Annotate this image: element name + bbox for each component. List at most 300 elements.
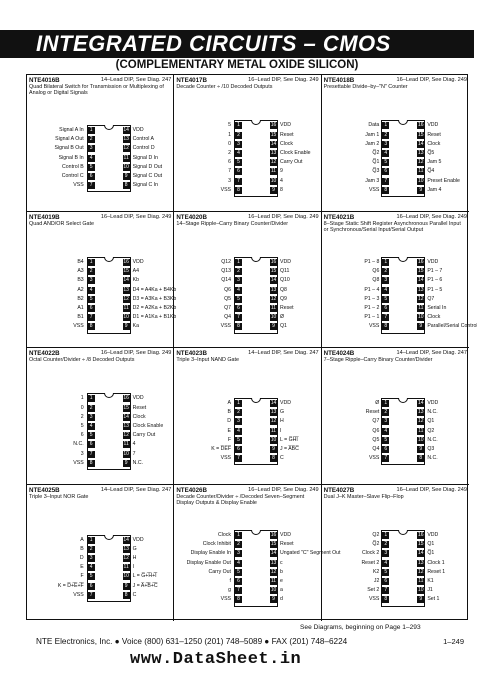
pin-number: 3 [382,141,389,148]
pin-number: 2 [235,409,242,416]
pin-number: 2 [88,136,95,143]
pin-label: K = D̅E̅F̅ [211,446,231,453]
package-info: 14–Lead DIP, See Diag. 247 [100,486,172,493]
pin-label: N.C. [427,436,438,443]
pin-label: N.C. [427,409,438,416]
pin-label: Q13 [221,268,231,275]
pin-number: 1 [235,122,242,129]
pin-label: P1 – 4 [364,286,380,293]
chip-description: 8–Stage Static Shift Register Asynchronous Parallel Input or Synchronous/Serial Input/Serial Output [323,220,461,233]
pin-label: VSS [73,459,84,466]
pin-label: Q14 [221,277,231,284]
pin-number: 1 [382,259,389,266]
pin-number: 7 [235,587,242,594]
pin-label: Clock [427,314,441,321]
chip-description: Presettable Divide–by–"N" Counter [323,84,408,90]
part-number: NTE4016B [29,77,60,84]
pin-number: 5 [382,159,389,166]
pin-number: 13 [418,286,424,293]
pin-number: 13 [123,136,129,143]
pin-number: 7 [382,455,389,462]
pin-label: Reset [365,409,380,416]
pin1-notch [251,530,261,535]
pin-number: 13 [270,559,277,566]
pin-number: 6 [88,173,95,180]
pin-number: 10 [123,163,129,170]
pin-number: 1 [235,400,242,407]
pin-label: P1 – 5 [427,286,443,293]
part-number: NTE4021B [323,213,355,221]
part-number: NTE4025B [29,486,60,494]
pin1-notch [104,125,114,130]
pin-label: G [279,409,285,416]
chip-description: Quad Bilateral Switch for Transmission or Multiplexing of Analog or Digital Signals [29,84,164,97]
pin-label: N.C. [132,459,144,466]
pin-label: Display Enable Out [186,559,231,566]
pin-number: 10 [270,177,277,184]
pin-label: c [279,559,283,566]
pin-label: Q̅1 [372,159,380,166]
pin-label: Q5 [224,295,231,302]
page-number: 1–249 [443,637,464,646]
pin-label: 3 [228,177,231,184]
pin-label: VDD [427,258,439,265]
pin-label: Control A [132,136,154,143]
pin-label: P1 – 2 [364,304,380,311]
pin-number: 8 [382,596,389,603]
pin-label: 7 [228,168,231,175]
pin-label: Set 2 [367,587,380,594]
pin-number: 5 [382,437,389,444]
pin-label: VSS [368,323,380,330]
pin-number: 11 [418,427,424,434]
pin1-notch [104,257,114,262]
pin-label: Q11 [279,268,290,275]
pin-number: 9 [417,446,424,453]
pin-number: 12 [418,418,424,425]
pin-number: 15 [270,131,277,138]
pin-number: 7 [88,451,95,458]
pin-number: 10 [270,587,277,594]
pin-label: VSS [73,323,84,330]
pin-number: 11 [123,304,129,311]
pin-number: 3 [88,555,95,562]
pin-label: J = A̅+̅B̅+̅C̅ [132,582,158,589]
pin-label: N.C. [427,455,438,462]
chip-grid [26,74,477,620]
part-number: NTE4019B [29,213,60,221]
pin-number: 11 [418,304,424,311]
part-number: NTE4017B [176,77,207,84]
chip-cell [174,75,321,212]
pin-label: VSS [220,596,231,603]
pin-number: 15 [418,131,424,138]
pin-number: 5 [382,569,389,576]
pin-label: VSS [220,186,231,193]
pin-label: Kb [132,277,140,284]
pin-number: 16 [418,531,424,538]
footer-company: NTE Electronics, Inc. ● Voice (800) 631–1250 (201) 748–5089 ● FAX (201) 748–6224 [36,637,348,646]
pin-number: 2 [235,268,242,275]
pin-label: Clock [132,413,146,420]
pin-label: Control C [61,173,84,180]
pin-number: 11 [418,168,424,175]
pin-number: 12 [123,554,129,561]
pin-number: 1 [235,532,242,539]
pin-number: 8 [235,323,242,330]
pin-number: 12 [270,418,277,425]
pin-number: 5 [88,164,95,171]
pin-number: 14 [270,400,277,407]
pin-label: Signal C Out [132,173,163,180]
pin-number: 12 [123,432,129,439]
pin-label: Q̅2 [372,541,380,548]
pin-label: B2 [77,295,84,302]
pin-label: Clock [218,531,231,538]
pin-label: VSS [220,455,231,462]
pin1-notch [398,398,408,403]
pin-label: 3 [80,450,84,457]
pin-number: 4 [382,560,389,567]
pin-label: Q̅5 [427,150,435,157]
page-banner: INTEGRATED CIRCUITS – CMOS [0,30,474,58]
pin-number: 13 [418,150,424,157]
pin-number: 10 [418,436,424,443]
pin-number: 6 [88,583,95,590]
pin-label: Q3 [427,446,435,453]
package-info: 14–Lead DIP, See Diag. 247 [396,350,467,356]
pin-label: VDD [427,531,439,538]
pin-label: VDD [279,400,291,407]
pin-number: 6 [382,168,389,175]
pin-number: 1 [382,532,389,539]
pin-number: 13 [270,409,277,416]
pin-number: 7 [88,592,95,599]
pin-number: 16 [270,122,277,129]
pin-number: 4 [235,150,242,157]
chip-cell [322,212,477,349]
package-info: 14–Lead DIP, See Diag. 247 [100,77,172,83]
pin-label: A1 [77,304,84,311]
pin-number: 2 [88,405,95,412]
pin-label: N.C. [73,441,84,448]
pin-label: H [132,554,137,561]
chip-cell [322,485,469,622]
pin-number: 9 [270,323,277,330]
footer-note: See Diagrams, beginning on Page 1–293 [300,624,421,631]
pin-label: Reset 1 [427,568,446,575]
pin-label: Jam 4 [427,186,442,193]
pin-label: VDD [132,536,144,543]
pin-number: 9 [270,596,277,603]
pin-number: 14 [123,536,129,543]
pin-label: Q̅4 [427,168,435,175]
chip-description: Triple 3–Input NOR Gate [29,493,89,500]
pin-label: J2 [373,577,380,584]
pin-number: 6 [235,305,242,312]
pin-number: 6 [88,305,95,312]
pin-number: 7 [382,178,389,185]
pin-label: Q8 [279,286,287,293]
pin-label: Jam 3 [365,177,380,184]
pin-number: 14 [270,550,277,557]
pin-label: B3 [77,277,84,284]
pin-label: Signal B In [58,154,84,161]
pin1-notch [251,398,261,403]
pin-number: 14 [418,277,424,284]
pin-label: VDD [132,395,144,402]
package-info: 16–Lead DIP, See Diag. 249 [100,213,172,220]
pin-label: 5 [80,423,84,430]
pin-number: 11 [270,304,277,311]
pin-label: VDD [279,531,291,538]
pin-number: 9 [123,460,130,467]
pin-label: 0 [228,140,231,147]
pin-number: 7 [88,314,95,321]
pin-number: 1 [88,537,95,544]
pin-number: 4 [382,287,389,294]
pin-label: e [279,577,283,584]
pin-number: 12 [270,295,277,302]
pin-label: 8 [279,186,283,193]
pin-label: Reset [427,131,441,138]
pin-number: 11 [123,441,129,448]
pin1-notch [251,257,261,262]
pin-label: Q̅1 [427,550,435,557]
package-info: 14–Lead DIP, See Diag. 247 [248,350,319,356]
package-info: 16–Lead DIP, See Diag. 249 [248,486,319,493]
pin-number: 12 [418,568,424,575]
pin-number: 3 [88,145,95,152]
pin-number: 6 [382,446,389,453]
pin-number: 8 [417,455,424,462]
pin-number: 1 [88,127,95,134]
pin-label: Q2 [427,427,435,434]
chip-cell [174,212,321,349]
pin-label: Q7 [427,295,435,302]
pin-number: 5 [235,296,242,303]
pin-label: Ø [375,400,380,407]
pin-label: Clock 2 [362,550,380,557]
pin-number: 14 [270,140,277,147]
pin-label: Clock 1 [427,559,445,566]
pin-number: 8 [123,182,130,189]
pin-number: 9 [123,583,130,590]
pin-number: 2 [88,268,95,275]
pin-label: Parallel/Serial Control [427,323,477,330]
pin-label: Clock [279,140,293,147]
pin-number: 2 [382,541,389,548]
pin-label: B [80,545,84,552]
pin-label: VSS [73,591,84,598]
pin-label: Control D [132,145,155,152]
pin-label: Signal B Out [54,145,84,152]
pin-label: F [227,436,231,443]
pin-number: 2 [235,132,242,139]
pin-label: Carry Out [279,159,303,166]
pin-label: C [279,455,284,462]
pin-label: Q4 [224,314,231,321]
pin-number: 5 [88,573,95,580]
pin-label: Reset [132,404,147,411]
pin-number: 14 [123,413,129,420]
pin-label: G [132,545,137,552]
pin-number: 11 [270,577,277,584]
pin-label: Reset [279,131,294,138]
pin-number: 3 [235,418,242,425]
pin1-notch [251,120,261,125]
pin-label: Q4 [372,446,380,453]
pin-number: 15 [270,268,277,275]
pin-label: VDD [279,258,291,265]
pin-number: 2 [88,546,95,553]
pin-label: f [229,577,231,584]
chip-description: 14–Stage Ripple–Carry Binary Counter/Divider [176,220,289,227]
pin-label: g [228,587,231,594]
pin-number: 9 [123,323,130,330]
chip-description: 7–Stage Ripple–Carry Binary Counter/Divider [323,357,433,363]
pin-number: 7 [235,314,242,321]
pin-label: P1 – 8 [364,258,380,265]
pin-label: 5 [228,122,231,129]
part-number: NTE4023B [176,350,207,357]
pin-number: 14 [270,277,277,284]
pin-number: 3 [88,414,95,421]
pin-number: 16 [123,258,129,265]
pin-number: 13 [270,150,277,157]
pin-number: 9 [270,187,277,194]
pin-label: K1 [427,577,434,584]
pin-number: 15 [123,268,129,275]
pin-number: 4 [88,423,95,430]
chip-cell [174,348,321,485]
pin-label: 1 [80,395,84,402]
pin-label: Carry Out [132,432,156,439]
pin-label: Q7 [372,418,380,425]
pin-label: Q9 [279,295,287,302]
pin-label: a [279,587,283,594]
pin-label: Q6 [224,286,231,293]
chip-description: Triple 3–Input NAND Gate [176,357,240,363]
pin-label: Jam 1 [365,131,380,138]
chip-cell [27,348,174,485]
pin-label: VSS [368,455,380,462]
pin-label: A3 [77,268,84,275]
pin-label: Data [368,122,380,129]
pin-label: 6 [228,159,231,166]
pin-number: 4 [88,564,95,571]
pin-number: 8 [88,460,95,467]
chip-cell [27,212,177,349]
pin-number: 10 [123,450,129,457]
pin-number: 9 [123,173,130,180]
pin-label: F [80,573,84,580]
pin-number: 7 [235,178,242,185]
pin-number: 6 [88,441,95,448]
pin-number: 10 [123,573,129,580]
pin-label: VSS [368,186,380,193]
pin-label: Q5 [372,436,380,443]
chip-description: Dual J–K Master–Slave Flip–Flop [323,493,404,500]
pin-number: 10 [270,436,277,443]
watermark: www.DataSheet.in [130,650,302,669]
chip-cell [322,75,469,212]
package-info: 16–Lead DIP, See Diag. 249 [396,213,467,220]
pin-label: VDD [279,122,291,129]
pin-label: A [80,536,84,543]
pin-number: 13 [123,545,129,552]
pin-label: A4 [132,268,140,275]
pin-number: 16 [418,122,424,129]
pin-label: 6 [80,432,84,439]
part-number: NTE4024B [323,350,355,357]
pin-label: B [227,409,231,416]
pin-number: 4 [382,428,389,435]
pin-label: B1 [77,314,84,321]
pin-label: L = G̅+̅H̅+̅I̅ [132,573,157,580]
pin-number: 12 [123,295,129,302]
pin-number: 2 [382,132,389,139]
part-number: NTE4020B [176,213,207,221]
pin-number: 8 [123,592,130,599]
pin-number: 6 [235,578,242,585]
chip-cell [27,75,174,212]
pin-label: Reset 2 [361,559,380,566]
pin-number: 13 [418,559,424,566]
pin1-notch [398,257,408,262]
pin-number: 3 [235,141,242,148]
pin-number: 12 [270,159,277,166]
pin-number: 11 [123,154,129,161]
pin-label: 0 [80,404,84,411]
pin-number: 6 [235,168,242,175]
pin-label: I [132,564,135,571]
pin-label: VSS [368,596,380,603]
pin-label: Jam 5 [427,159,442,166]
pin-number: 13 [123,286,129,293]
pin-number: 10 [418,587,424,594]
pin-number: 6 [235,446,242,453]
pin-label: Reset [279,304,294,311]
pin-label: Q6 [372,268,380,275]
pin-number: 8 [382,187,389,194]
pin-number: 1 [382,122,389,129]
pin-number: 8 [382,323,389,330]
pin-label: J1 [427,587,433,594]
pin-label: Serial In [427,304,447,311]
page-subtitle: (COMPLEMENTARY METAL OXIDE SILICON) [115,59,359,71]
pin-number: 3 [235,277,242,284]
pin-number: 3 [235,550,242,557]
pin-label: B4 [77,258,84,265]
pin-label: Jam 2 [365,140,380,147]
pin-number: 15 [123,404,129,411]
pin-label: VDD [132,258,144,265]
pin-label: A [227,400,231,407]
pin-label: VDD [132,127,144,134]
pin-label: Display Enable In [190,550,231,557]
pin-label: Ø [279,314,285,321]
pin-number: 14 [123,127,129,134]
pin-label: D [227,418,231,425]
pin-label: VSS [220,323,231,330]
pin-label: C [132,591,137,598]
pin-label: D2 = A2Ka + B2Kb [132,304,177,311]
pin-number: 12 [270,568,277,575]
pin-label: Q6 [372,427,380,434]
pin-number: 1 [88,259,95,266]
pin-number: 10 [418,177,424,184]
